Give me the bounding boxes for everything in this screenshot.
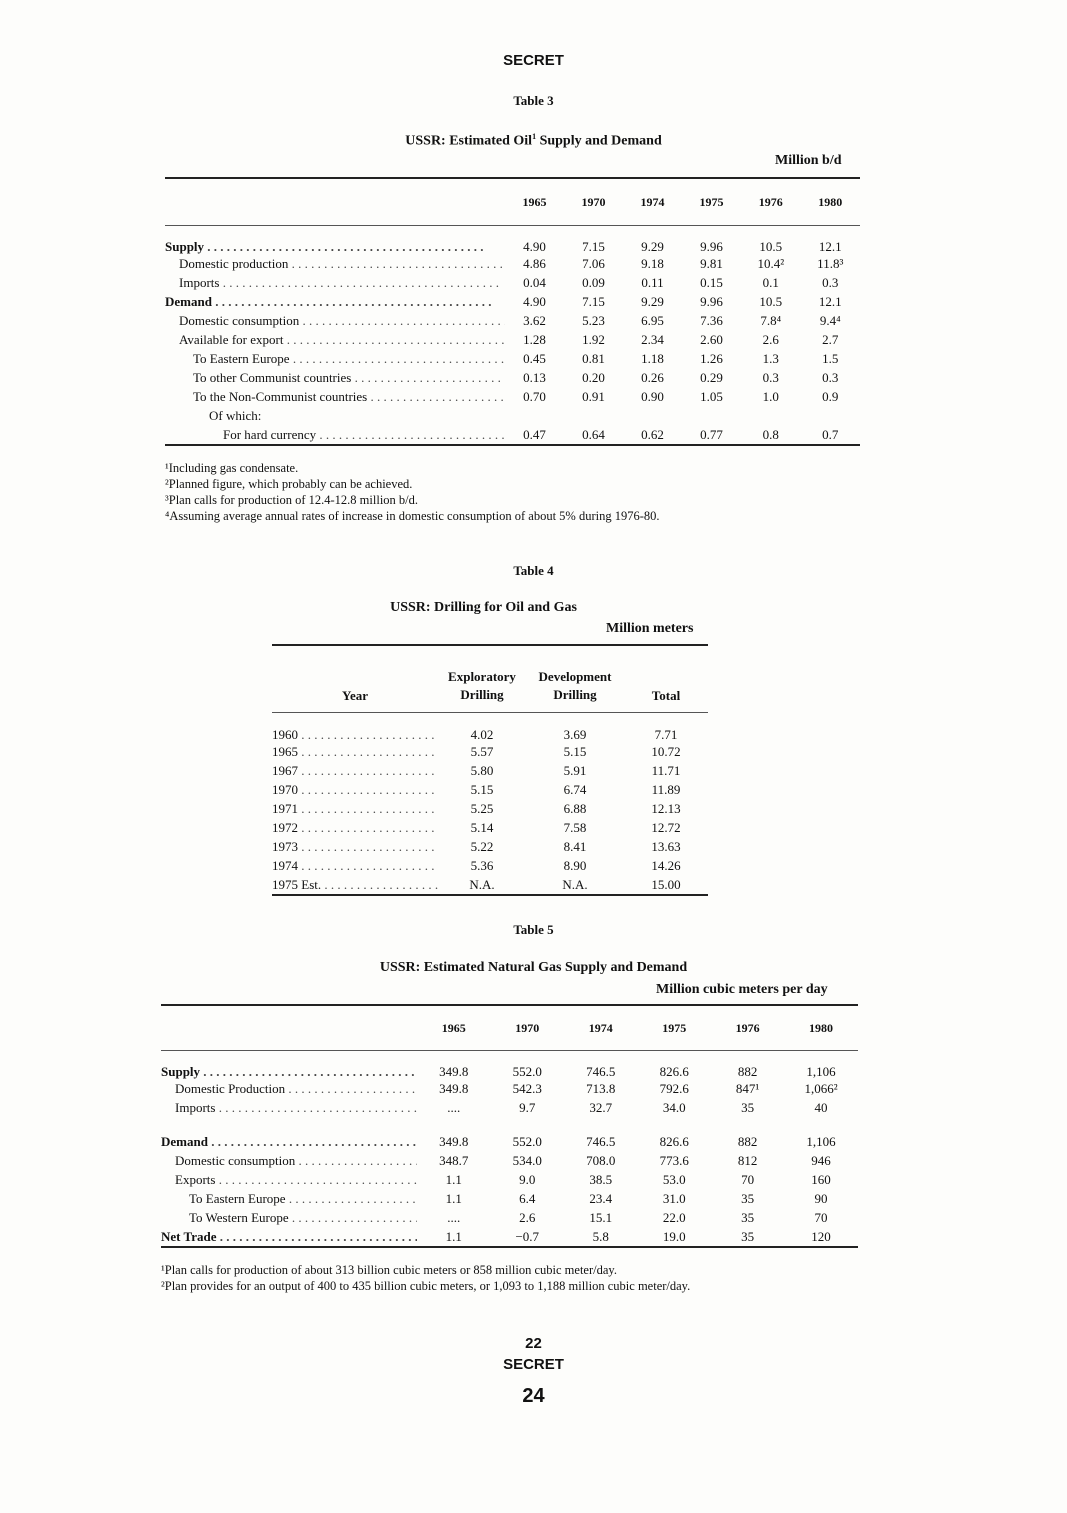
table5-row-label: To Eastern Europe . . .	[161, 1190, 417, 1209]
footer-sheet-number: 24	[522, 1385, 545, 1407]
table5-cell: 35	[741, 1191, 755, 1206]
table5-title: USSR: Estimated Natural Gas Supply and Demand	[379, 960, 688, 975]
table3-cell: 3.62	[523, 313, 546, 328]
table5-cell: 349.8	[439, 1081, 469, 1096]
table4-year: 1967 . . .	[272, 762, 438, 781]
header-classification: SECRET	[503, 52, 564, 69]
table5-row	[161, 1118, 858, 1133]
table3-cell: 0.3	[822, 275, 839, 290]
table4-expl: 5.14	[470, 820, 494, 835]
table5-col-1980: 1980	[809, 1020, 834, 1035]
table5-cell: ....	[447, 1100, 461, 1115]
table3-row	[165, 226, 860, 255]
table4-dev: 8.90	[563, 858, 587, 873]
table5-cell: 23.4	[589, 1191, 613, 1206]
table4-row	[272, 743, 708, 762]
table4-row	[272, 762, 708, 781]
table4-dev: 3.69	[563, 726, 587, 742]
table4-row	[272, 781, 708, 800]
table5-cell: 35	[741, 1228, 755, 1244]
table5-cell: 812	[737, 1153, 758, 1168]
table3-cell: 0.47	[523, 426, 546, 442]
table3-cell: 2.7	[822, 332, 839, 347]
table5-footnotes	[161, 1262, 858, 1294]
table5-row-label: Domestic Production . . .	[161, 1080, 417, 1099]
table5-cell: 847¹	[735, 1081, 760, 1096]
table5-cell: 542.3	[512, 1081, 542, 1096]
table3-cell: 7.8⁴	[760, 313, 782, 328]
table4-col-exploratory: Exploratory Drilling	[448, 669, 516, 702]
table3-row	[165, 350, 860, 369]
table4-row	[272, 857, 708, 876]
table5-row	[161, 1152, 858, 1171]
table5-col-1970: 1970	[515, 1020, 540, 1035]
table3-cell: 0.90	[641, 389, 664, 404]
table4-row	[272, 819, 708, 838]
table5-cell: 1.1	[445, 1228, 462, 1244]
table4-expl: 5.80	[470, 763, 494, 778]
table3-cell: 9.4⁴	[819, 313, 841, 328]
table4-expl: 4.02	[470, 726, 494, 742]
table3-row-label: Of which:	[209, 408, 262, 423]
table3-cell: 9.96	[700, 294, 723, 309]
footer-page-number: 22	[525, 1335, 542, 1352]
table4-row	[272, 876, 708, 895]
table3-col-1976: 1976	[758, 194, 783, 209]
table5-col-1975: 1975	[662, 1020, 687, 1035]
table3-row-label: To Eastern Europe . . .	[165, 350, 505, 369]
table3-cell	[801, 407, 860, 426]
table4-dev: 5.91	[563, 763, 587, 778]
table5-cell: 746.5	[586, 1063, 616, 1079]
table3-cell: 9.29	[641, 238, 664, 254]
table4-total: 13.63	[651, 839, 681, 854]
table3-cell: 0.45	[523, 351, 546, 366]
table3-number: Table 3	[513, 93, 554, 108]
table3-row	[165, 369, 860, 388]
table3-cell: 4.90	[523, 294, 546, 309]
table5-cell: 70	[741, 1172, 755, 1187]
table5-cell: 32.7	[589, 1100, 613, 1115]
table3-col-1980: 1980	[818, 194, 843, 209]
table5-cell: 35	[741, 1210, 755, 1225]
table3-cell: 1.05	[700, 389, 723, 404]
table3-row-label: Domestic consumption . . .	[165, 312, 505, 331]
table5-row	[161, 1190, 858, 1209]
table5-cell	[638, 1118, 712, 1133]
table4-row	[272, 838, 708, 857]
table3-row	[165, 255, 860, 274]
table5-cell: 40	[814, 1100, 828, 1115]
table4-year: 1971 . . .	[272, 800, 438, 819]
table5-cell: 349.8	[439, 1063, 469, 1079]
table3-cell: 10.5	[759, 238, 783, 254]
table3-cell: 9.29	[641, 294, 664, 309]
table5-row-label	[161, 1118, 417, 1133]
table4-col-total: Total	[651, 688, 681, 703]
table5-cell: 552.0	[512, 1063, 542, 1079]
table3-cell: 12.1	[818, 294, 842, 309]
table5-row	[161, 1228, 858, 1247]
table4-year: 1970 . . .	[272, 781, 438, 800]
table5-row-label: Supply . . .	[161, 1051, 417, 1080]
table3-row-label: Domestic production . . .	[165, 255, 505, 274]
table5-cell: 1,106	[806, 1134, 836, 1149]
table5-cell	[491, 1118, 565, 1133]
table3-cell: 0.3	[762, 370, 779, 385]
table3-cell: 0.26	[641, 370, 664, 385]
table5-row-label: To Western Europe . . .	[161, 1209, 417, 1228]
table4-year: 1960 . . .	[272, 713, 438, 743]
table3-row	[165, 293, 860, 312]
table3-cell: 0.81	[582, 351, 605, 366]
table5-cell: ....	[447, 1210, 461, 1225]
table3-cell: 7.06	[582, 256, 605, 271]
table3-cell: 9.81	[700, 256, 723, 271]
table3-cell: 2.34	[641, 332, 664, 347]
table5-cell: 746.5	[586, 1134, 616, 1149]
table5-row	[161, 1080, 858, 1099]
table3-footnote: ⁴Assuming average annual rates of increase in domestic consumption of about 5% during 1976-80.	[165, 509, 660, 523]
table5-cell: 349.8	[439, 1134, 469, 1149]
table5-cell: 348.7	[439, 1153, 469, 1168]
table5-row	[161, 1099, 858, 1118]
table5-cell: 826.6	[659, 1134, 689, 1149]
table4-dev: 8.41	[563, 839, 587, 854]
table5-cell: 773.6	[659, 1153, 689, 1168]
table5-row	[161, 1171, 858, 1190]
table5-cell	[417, 1118, 491, 1133]
table4-unit: Million meters	[606, 621, 694, 636]
table3-cell: 1.18	[641, 351, 664, 366]
table5-header-blank	[161, 1005, 417, 1051]
table3-cell: 7.15	[582, 294, 605, 309]
table3-row-label: Imports . . .	[165, 274, 505, 293]
table3-cell: 7.15	[582, 238, 605, 254]
table4-dev: 5.15	[563, 744, 587, 759]
table4-col-development: Development Drilling	[538, 669, 612, 702]
table5-number: Table 5	[513, 922, 554, 937]
table5-cell: 31.0	[662, 1191, 686, 1206]
table4-year: 1965 . . .	[272, 743, 438, 762]
table4-expl: 5.15	[470, 782, 494, 797]
table4-year: 1972 . . .	[272, 819, 438, 838]
table5-row-label: Imports . . .	[161, 1099, 417, 1118]
table5-cell: 22.0	[662, 1210, 686, 1225]
table3-row-label: Demand . . .	[165, 293, 505, 312]
table3-cell: 1.28	[523, 332, 546, 347]
table3-cell: 12.1	[818, 238, 842, 254]
table3-cell: 2.6	[762, 332, 779, 347]
table3-cell: 10.4²	[757, 256, 785, 271]
table3-cell	[682, 407, 741, 426]
table3-cell	[564, 407, 623, 426]
table5-cell: −0.7	[515, 1228, 540, 1244]
table3-cell: 11.8³	[817, 256, 844, 271]
table3-row	[165, 274, 860, 293]
table4-year: 1975 Est. . . .	[272, 876, 438, 895]
table3-row-label: To other Communist countries . . .	[165, 369, 505, 388]
table3-cell: 0.29	[700, 370, 723, 385]
table3-cell: 7.36	[700, 313, 723, 328]
table3-cell: 0.7	[822, 426, 839, 442]
table5-row-label: Demand . . .	[161, 1133, 417, 1152]
table5-cell: 70	[814, 1210, 828, 1225]
table3-cell: 0.70	[523, 389, 546, 404]
table4-expl: 5.22	[470, 839, 494, 854]
table4-dev: N.A.	[562, 876, 588, 892]
table3-cell: 1.5	[822, 351, 839, 366]
table3-col-1974: 1974	[640, 194, 665, 209]
table3-row	[165, 312, 860, 331]
table4-dev: 7.58	[563, 820, 587, 835]
table5-row	[161, 1051, 858, 1080]
table4-year: 1974 . . .	[272, 857, 438, 876]
table3	[165, 177, 860, 446]
table5-cell: 792.6	[659, 1081, 689, 1096]
table5-row	[161, 1133, 858, 1152]
footer-classification: SECRET	[503, 1356, 564, 1373]
table3-row-label: For hard currency . . .	[165, 426, 505, 445]
table3-cell: 1.26	[700, 351, 723, 366]
table3-footnote: ³Plan calls for production of 12.4-12.8 million b/d.	[165, 493, 419, 507]
table3-footnote: ²Planned figure, which probably can be achieved.	[165, 477, 413, 491]
table4-dev: 6.88	[563, 801, 587, 816]
table3-unit: Million b/d	[775, 153, 842, 168]
table3-cell	[623, 407, 682, 426]
table4-number: Table 4	[513, 563, 554, 578]
table3-title: USSR: Estimated Oil$^1$ Supply and Demand	[405, 132, 662, 149]
table3-cell: 6.95	[641, 313, 664, 328]
table3-col-1975: 1975	[699, 194, 724, 209]
table5-cell: 946	[811, 1153, 831, 1168]
table4-total: 12.72	[651, 820, 681, 835]
table4-title: USSR: Drilling for Oil and Gas	[390, 600, 577, 615]
table3-row-label: To the Non-Communist countries . . .	[165, 388, 505, 407]
table5-row-label: Net Trade . . .	[161, 1228, 417, 1247]
table5-col-1974: 1974	[588, 1020, 613, 1035]
table3-cell: 0.8	[762, 426, 779, 442]
table5-cell: 1.1	[445, 1191, 462, 1206]
table3-cell	[505, 407, 564, 426]
table5-cell: 713.8	[586, 1081, 616, 1096]
table4-total: 11.89	[651, 782, 681, 797]
table3-footnote: ¹Including gas condensate.	[165, 461, 299, 475]
table3-row	[165, 407, 860, 426]
table5-cell: 826.6	[659, 1063, 689, 1079]
table3-cell: 4.86	[523, 256, 546, 271]
table5-footnote: ²Plan provides for an output of 400 to 435 billion cubic meters, or 1,093 to 1,188 million cubic meter/day.	[161, 1279, 691, 1293]
table3-cell	[741, 407, 801, 426]
table5-cell	[711, 1118, 784, 1133]
table5-cell: 552.0	[512, 1134, 542, 1149]
table5-cell: 1,106	[806, 1063, 836, 1079]
table3-cell: 1.92	[582, 332, 605, 347]
table5-row	[161, 1209, 858, 1228]
table3-cell: 0.62	[641, 426, 664, 442]
table5-cell: 160	[811, 1172, 831, 1187]
table3-cell: 0.91	[582, 389, 605, 404]
table4-expl: 5.57	[470, 744, 494, 759]
table4	[272, 644, 708, 896]
table5-cell: 534.0	[512, 1153, 542, 1168]
table5-cell: 90	[814, 1191, 828, 1206]
table5-cell: 120	[811, 1228, 831, 1244]
table3-col-1965: 1965	[522, 194, 547, 209]
table5-cell	[784, 1118, 858, 1133]
table3-cell: 0.1	[762, 275, 779, 290]
table4-total: 15.00	[651, 876, 681, 892]
table4-row	[272, 713, 708, 743]
table3-cell: 0.09	[582, 275, 605, 290]
table4-expl: N.A.	[469, 876, 495, 892]
table5-cell: 34.0	[662, 1100, 686, 1115]
table5-cell: 2.6	[519, 1210, 536, 1225]
table5-cell: 53.0	[662, 1172, 686, 1187]
table4-year: 1973 . . .	[272, 838, 438, 857]
table3-row-label: Supply . . .	[165, 226, 505, 255]
table4-total: 12.13	[651, 801, 681, 816]
table4-total: 14.26	[651, 858, 681, 873]
table3-cell: 0.04	[523, 275, 546, 290]
table4-col-year: Year	[342, 688, 368, 703]
table3-cell: 4.90	[523, 238, 546, 254]
table3-row-label: Available for export . . .	[165, 331, 505, 350]
table3-cell: 5.23	[582, 313, 605, 328]
table3-cell: 0.11	[641, 275, 664, 290]
table5	[161, 1004, 858, 1248]
table5-row-label: Exports . . .	[161, 1171, 417, 1190]
table3-cell: 0.15	[700, 275, 723, 290]
table3-cell: 9.18	[641, 256, 664, 271]
table5-footnote: ¹Plan calls for production of about 313 billion cubic meters or 858 million cubic meter/day.	[161, 1263, 617, 1277]
table4-expl: 5.25	[470, 801, 494, 816]
table5-cell: 19.0	[662, 1228, 686, 1244]
table5-cell: 5.8	[592, 1228, 609, 1244]
table5-cell: 35	[741, 1100, 755, 1115]
table3-cell: 1.0	[762, 389, 779, 404]
table5-cell: 6.4	[519, 1191, 536, 1206]
table5-cell	[564, 1118, 638, 1133]
table5-unit: Million cubic meters per day	[656, 982, 828, 997]
table5-col-1976: 1976	[735, 1020, 760, 1035]
table3-row	[165, 426, 860, 445]
table4-total: 7.71	[654, 726, 678, 742]
table5-row-label: Domestic consumption . . .	[161, 1152, 417, 1171]
table5-cell: 708.0	[586, 1153, 616, 1168]
table5-cell: 9.0	[519, 1172, 536, 1187]
table5-cell: 38.5	[589, 1172, 613, 1187]
table3-cell: 9.96	[700, 238, 723, 254]
table5-col-1965: 1965	[441, 1020, 466, 1035]
table3-footnotes	[165, 460, 865, 524]
table4-total: 11.71	[651, 763, 681, 778]
table4-total: 10.72	[651, 744, 681, 759]
table5-cell: 9.7	[519, 1100, 536, 1115]
table3-cell: 0.64	[582, 426, 605, 442]
table3-cell: 0.9	[822, 389, 839, 404]
table5-cell: 1,066²	[804, 1081, 838, 1096]
table3-header-blank	[165, 178, 505, 226]
table3-cell: 2.60	[700, 332, 723, 347]
table4-row	[272, 800, 708, 819]
table3-col-1970: 1970	[581, 194, 606, 209]
table3-row	[165, 388, 860, 407]
table5-cell: 15.1	[589, 1210, 613, 1225]
table3-cell: 10.5	[759, 294, 783, 309]
table4-expl: 5.36	[470, 858, 494, 873]
table3-cell: 0.3	[822, 370, 839, 385]
table3-cell: 0.20	[582, 370, 605, 385]
table5-cell: 1.1	[445, 1172, 462, 1187]
table3-cell: 0.77	[700, 426, 723, 442]
table3-row	[165, 331, 860, 350]
table5-cell: 882	[737, 1063, 758, 1079]
table3-cell: 0.13	[523, 370, 546, 385]
table5-cell: 882	[737, 1134, 758, 1149]
table3-cell: 1.3	[762, 351, 779, 366]
table4-dev: 6.74	[563, 782, 587, 797]
